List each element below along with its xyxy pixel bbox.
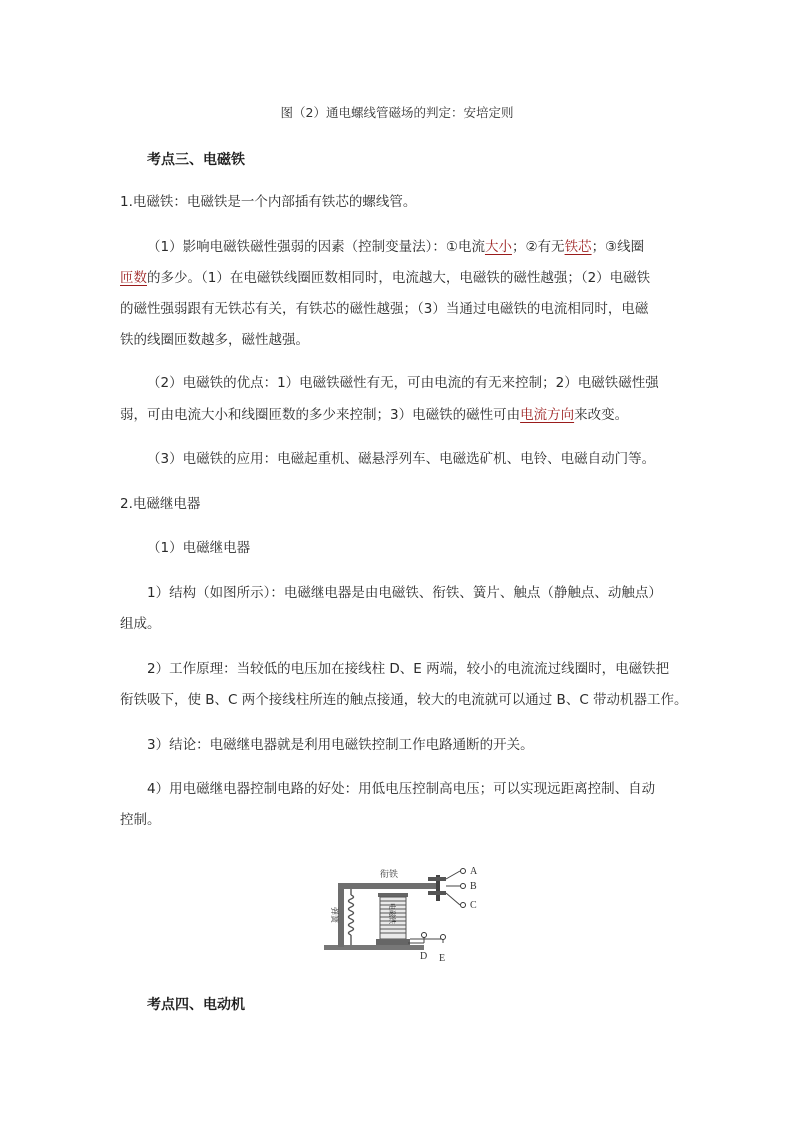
static-contact-bottom <box>428 891 446 895</box>
text-run: 的多少。（1）在电磁铁线圈匝数相同时，电流越大，电磁铁的磁性越强；（2）电磁铁 <box>147 270 651 286</box>
label-electromagnet: 电磁铁 <box>388 903 396 924</box>
terminal-wires <box>408 871 460 943</box>
paragraph-factors-line-1 <box>147 231 680 264</box>
paragraph-principle-line-2: 衔铁吸下，使 B、C 两个接线柱所连的触点接通，较大的电流就可以通过 B、C 带动机器工作。 <box>120 692 688 708</box>
figure-caption: 图（2）通电螺线管磁场的判定：安培定则 <box>280 105 514 120</box>
relay-diagram <box>318 861 488 973</box>
paragraph-factors-line-4: 铁的线圈匝数越多，磁性越强。 <box>120 332 309 348</box>
text-run: 弱，可由电流大小和线圈匝数的多少来控制；3）电磁铁的磁性可由 <box>120 407 521 423</box>
underlined-term-current-direction: 电流方向 <box>520 407 575 423</box>
section-heading-motor: 考点四、电动机 <box>147 997 245 1013</box>
magnet-top <box>378 893 408 897</box>
text-run: （1）影响电磁铁磁性强弱的因素（控制变量法）：①电流 <box>147 239 485 255</box>
armature <box>338 883 438 889</box>
text-run: ；②有无 <box>511 239 565 255</box>
relay-diagram-svg <box>318 861 488 973</box>
paragraph-structure-line-1: 1）结构（如图所示）：电磁继电器是由电磁铁、衔铁、簧片、触点（静触点、动触点） <box>147 585 662 601</box>
terminal-label-d: D <box>420 951 428 962</box>
text-run: 来改变。 <box>574 407 629 423</box>
paragraph-principle-line-1: 2）工作原理：当较低的电压加在接线柱 D、E 两端，较小的电流流过线圈时，电磁铁把 <box>147 661 670 677</box>
terminal-label-a: A <box>470 866 478 877</box>
label-armature: 衔铁 <box>380 870 399 880</box>
paragraph-definition: 1.电磁铁：电磁铁是一个内部插有铁芯的螺线管。 <box>120 194 417 210</box>
paragraph-benefits-line-2: 控制。 <box>120 812 161 828</box>
paragraph-advantages-line-1: （2）电磁铁的优点：1）电磁铁磁性有无，可由电流的有无来控制；2）电磁铁磁性强 <box>147 375 659 391</box>
underlined-term-current-size: 大小 <box>484 239 512 255</box>
paragraph-structure-line-2: 组成。 <box>120 616 161 632</box>
paragraph-relay-subtitle: （1）电磁继电器 <box>147 540 251 556</box>
static-contact-top <box>428 877 446 881</box>
paragraph-relay-title: 2.电磁继电器 <box>120 496 201 512</box>
magnet-base <box>376 939 410 945</box>
paragraph-conclusion: 3）结论：电磁继电器就是利用电磁铁控制工作电路通断的开关。 <box>147 737 534 753</box>
spring <box>349 889 354 945</box>
terminal-label-b: B <box>470 881 477 892</box>
terminal-label-c: C <box>470 900 477 911</box>
underlined-term-turns: 匝数 <box>120 270 147 286</box>
underlined-term-iron-core: 铁芯 <box>564 239 592 255</box>
paragraph-applications: （3）电磁铁的应用：电磁起重机、磁悬浮列车、电磁选矿机、电铃、电磁自动门等。 <box>147 451 656 467</box>
paragraph-benefits-line-1: 4）用电磁继电器控制电路的好处：用低电压控制高电压；可以实现远距离控制、自动 <box>147 781 656 797</box>
paragraph-advantages-line-2 <box>120 399 680 432</box>
terminal-label-e: E <box>439 953 446 964</box>
text-run: ；③线圈 <box>591 239 645 255</box>
paragraph-factors-line-3: 的磁性强弱跟有无铁芯有关，有铁芯的磁性越强；（3）当通过电磁铁的电流相同时，电磁 <box>120 301 649 317</box>
label-spring: 弹簧 <box>330 907 339 923</box>
paragraph-factors-line-2 <box>120 262 680 295</box>
section-heading-electromagnet: 考点三、电磁铁 <box>147 152 245 168</box>
